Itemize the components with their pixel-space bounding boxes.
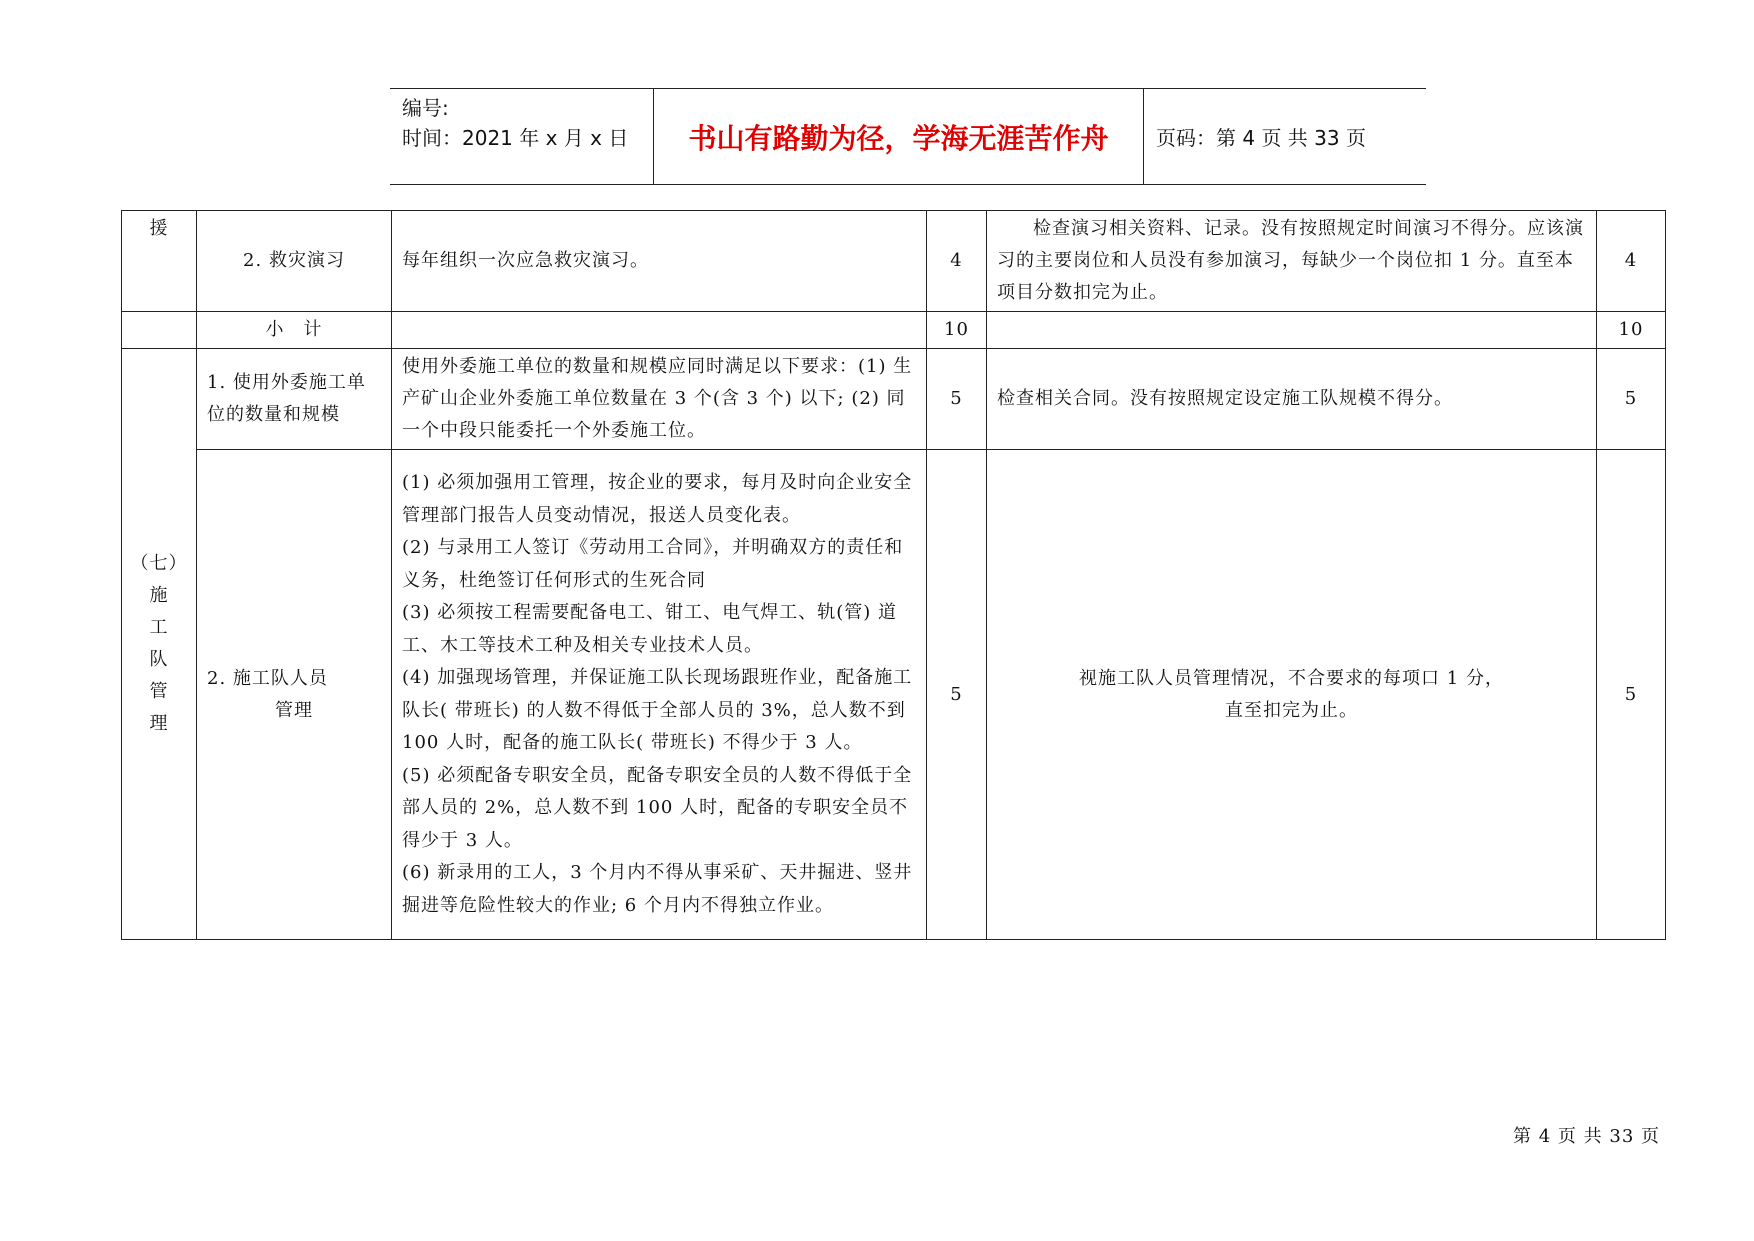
method-cell bbox=[987, 450, 1597, 940]
section-category-line: 施 bbox=[149, 585, 169, 606]
requirement-cell: 每年组织一次应急救灾演习。 bbox=[392, 211, 927, 312]
header-page-label: 页码：第 4 页 共 33 页 bbox=[1156, 126, 1366, 150]
method-line: 视施工队人员管理情况，不合要求的每项口 1 分， bbox=[1079, 667, 1504, 689]
document-number-label: 编号: bbox=[402, 96, 449, 120]
section-category-line: 工 bbox=[149, 617, 169, 638]
section-category-line: （七） bbox=[130, 553, 188, 574]
category-cell: 援 bbox=[122, 211, 197, 312]
table-row bbox=[122, 450, 1666, 940]
method-cell-empty bbox=[987, 312, 1597, 349]
assessment-table bbox=[121, 210, 1666, 940]
table-row bbox=[122, 211, 1666, 312]
document-time-label: 时间：2021 年 x 月 x 日 bbox=[402, 126, 629, 150]
subtotal-score: 10 bbox=[927, 312, 987, 349]
item-cell bbox=[197, 450, 392, 940]
requirement-item: (4) 加强现场管理，并保证施工队长现场跟班作业，配备施工队长( 带班长) 的人数不得低于全部人员的 3%，总人数不到 100 人时，配备的施工队长( 带班长) 不得少于 3 人。 bbox=[402, 667, 913, 753]
section-category-line: 队 bbox=[149, 649, 169, 670]
points-cell: 5 bbox=[1597, 349, 1666, 450]
requirement-item: (3) 必须按工程需要配备电工、钳工、电气焊工、轨(管) 道工、木工等技术工种及相关专业技术人员。 bbox=[402, 602, 897, 656]
score-cell: 5 bbox=[927, 349, 987, 450]
subtotal-row bbox=[122, 312, 1666, 349]
score-cell: 5 bbox=[927, 450, 987, 940]
category-cell-empty bbox=[122, 312, 197, 349]
item-cell: 1. 使用外委施工单位的数量和规模 bbox=[197, 349, 392, 450]
section-category-cell bbox=[122, 349, 197, 940]
requirement-cell: 使用外委施工单位的数量和规模应同时满足以下要求：(1) 生产矿山企业外委施工单位数量在 3 个(含 3 个) 以下; (2) 同一个中段只能委托一个外委施工位。 bbox=[392, 349, 927, 450]
requirement-cell bbox=[392, 450, 927, 940]
requirement-cell-empty bbox=[392, 312, 927, 349]
points-cell: 5 bbox=[1597, 450, 1666, 940]
item-cell: 2. 救灾演习 bbox=[197, 211, 392, 312]
subtotal-points: 10 bbox=[1597, 312, 1666, 349]
header-meta bbox=[390, 89, 654, 184]
header-motto: 书山有路勤为径，学海无涯苦作舟 bbox=[654, 89, 1144, 184]
table-row bbox=[122, 349, 1666, 450]
page-footer: 第 4 页 共 33 页 bbox=[1513, 1126, 1660, 1147]
requirement-item: (5) 必须配备专职安全员，配备专职安全员的人数不得低于全部人员的 2%，总人数不到 100 人时，配备的专职安全员不得少于 3 人。 bbox=[402, 764, 913, 851]
section-category-line: 管 bbox=[149, 681, 169, 702]
score-cell: 4 bbox=[927, 211, 987, 312]
subtotal-label: 小 计 bbox=[197, 312, 392, 349]
method-cell: 检查演习相关资料、记录。没有按照规定时间演习不得分。应该演习的主要岗位和人员没有参加演习，每缺少一个岗位扣 1 分。直至本项目分数扣完为止。 bbox=[987, 211, 1597, 312]
requirement-item: (6) 新录用的工人，3 个月内不得从事采矿、天井掘进、竖井掘进等危险性较大的作业; 6 个月内不得独立作业。 bbox=[402, 862, 913, 916]
points-cell: 4 bbox=[1597, 211, 1666, 312]
method-cell: 检查相关合同。没有按照规定设定施工队规模不得分。 bbox=[987, 349, 1597, 450]
item-line: 2. 施工队人员 bbox=[207, 667, 328, 689]
section-category-line: 理 bbox=[149, 713, 169, 734]
item-line: 管理 bbox=[275, 699, 313, 721]
page-header bbox=[390, 88, 1426, 185]
method-line: 直至扣完为止。 bbox=[1225, 699, 1358, 721]
requirement-item: (1) 必须加强用工管理，按企业的要求，每月及时向企业安全管理部门报告人员变动情况，报送人员变化表。 bbox=[402, 472, 913, 526]
requirement-item: (2) 与录用工人签订《劳动用工合同》，并明确双方的责任和义务，杜绝签订任何形式的生死合同 bbox=[402, 537, 904, 591]
